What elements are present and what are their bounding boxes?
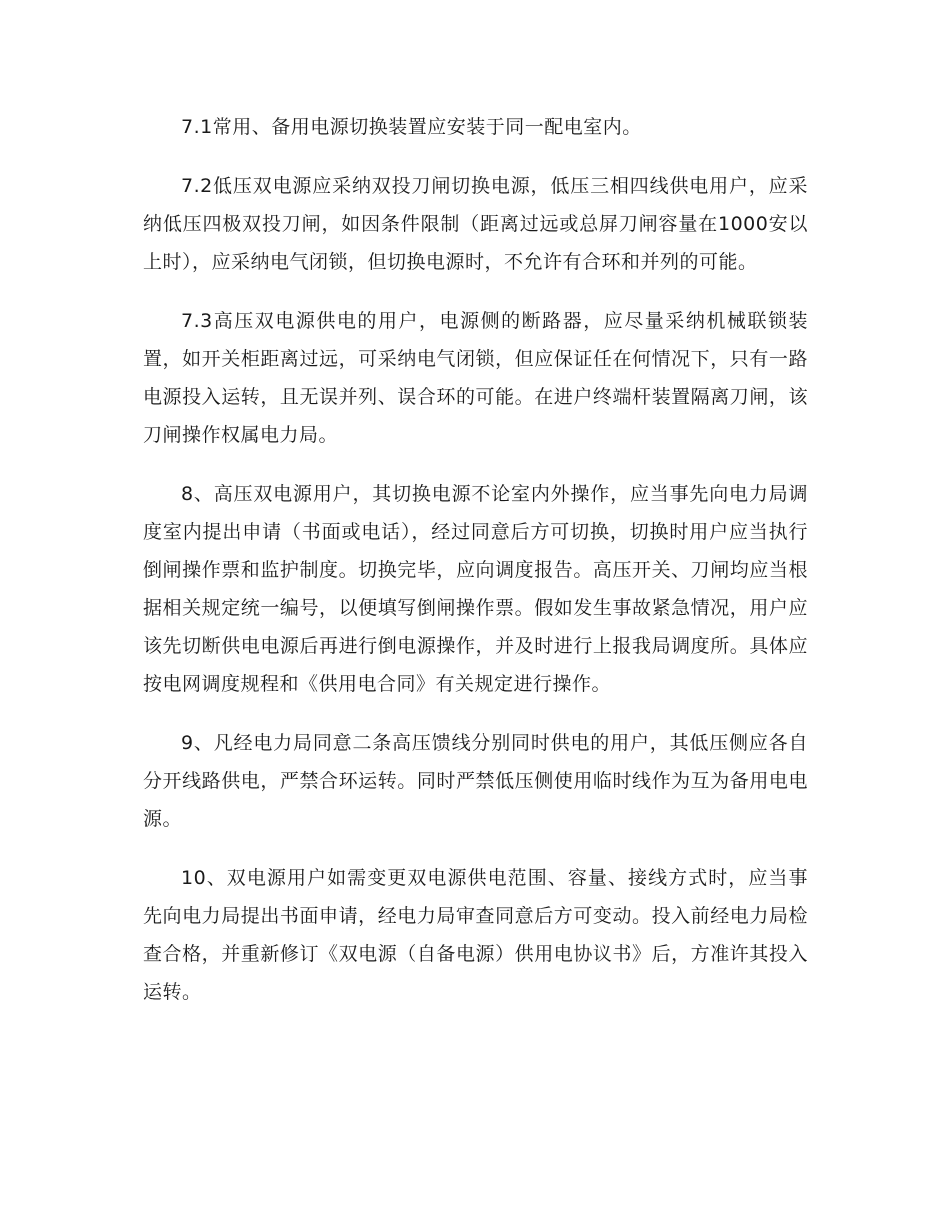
paragraph-7-3: 7.3高压双电源供电的用户，电源侧的断路器，应尽量采纳机械联锁装置，如开关柜距离过远，可采纳电气闭锁，但应保证任在何情况下，只有一路电源投入运转，且无误并列、误合环的可能。在进户终端杆装置隔离刀闸，该刀闸操作权属电力局。 — [143, 310, 808, 446]
paragraph-9: 9、凡经电力局同意二条高压馈线分别同时供电的用户，其低压侧应各自分开线路供电，严禁合环运转。同时严禁低压侧使用临时线作为互为备用电电源。 — [143, 732, 808, 830]
paragraph-7-2: 7.2低压双电源应采纳双投刀闸切换电源，低压三相四线供电用户，应采纳低压四极双投刀闸，如因条件限制（距离过远或总屏刀闸容量在1000安以上时），应采纳电气闭锁，但切换电源时，不允许有合环和并列的可能。 — [143, 175, 808, 273]
paragraph-7-1: 7.1常用、备用电源切换装置应安装于同一配电室内。 — [181, 116, 642, 138]
document-body — [143, 108, 808, 1032]
paragraph-10: 10、双电源用户如需变更双电源供电范围、容量、接线方式时，应当事先向电力局提出书面申请，经电力局审查同意后方可变动。投入前经电力局检查合格，并重新修订《双电源（自备电源）供用电协议书》后，方准许其投入运转。 — [143, 867, 808, 1003]
paragraph-8: 8、高压双电源用户，其切换电源不论室内外操作，应当事先向电力局调度室内提出申请（书面或电话），经过同意后方可切换，切换时用户应当执行倒闸操作票和监护制度。切换完毕，应向调度报告。高压开关、刀闸均应当根据相关规定统一编号，以便填写倒闸操作票。假如发生事故紧急情况，用户应该先切断供电电源后再进行倒电源操作，并及时进行上报我局调度所。具体应按电网调度规程和《供用电合同》有关规定进行操作。 — [143, 483, 808, 695]
